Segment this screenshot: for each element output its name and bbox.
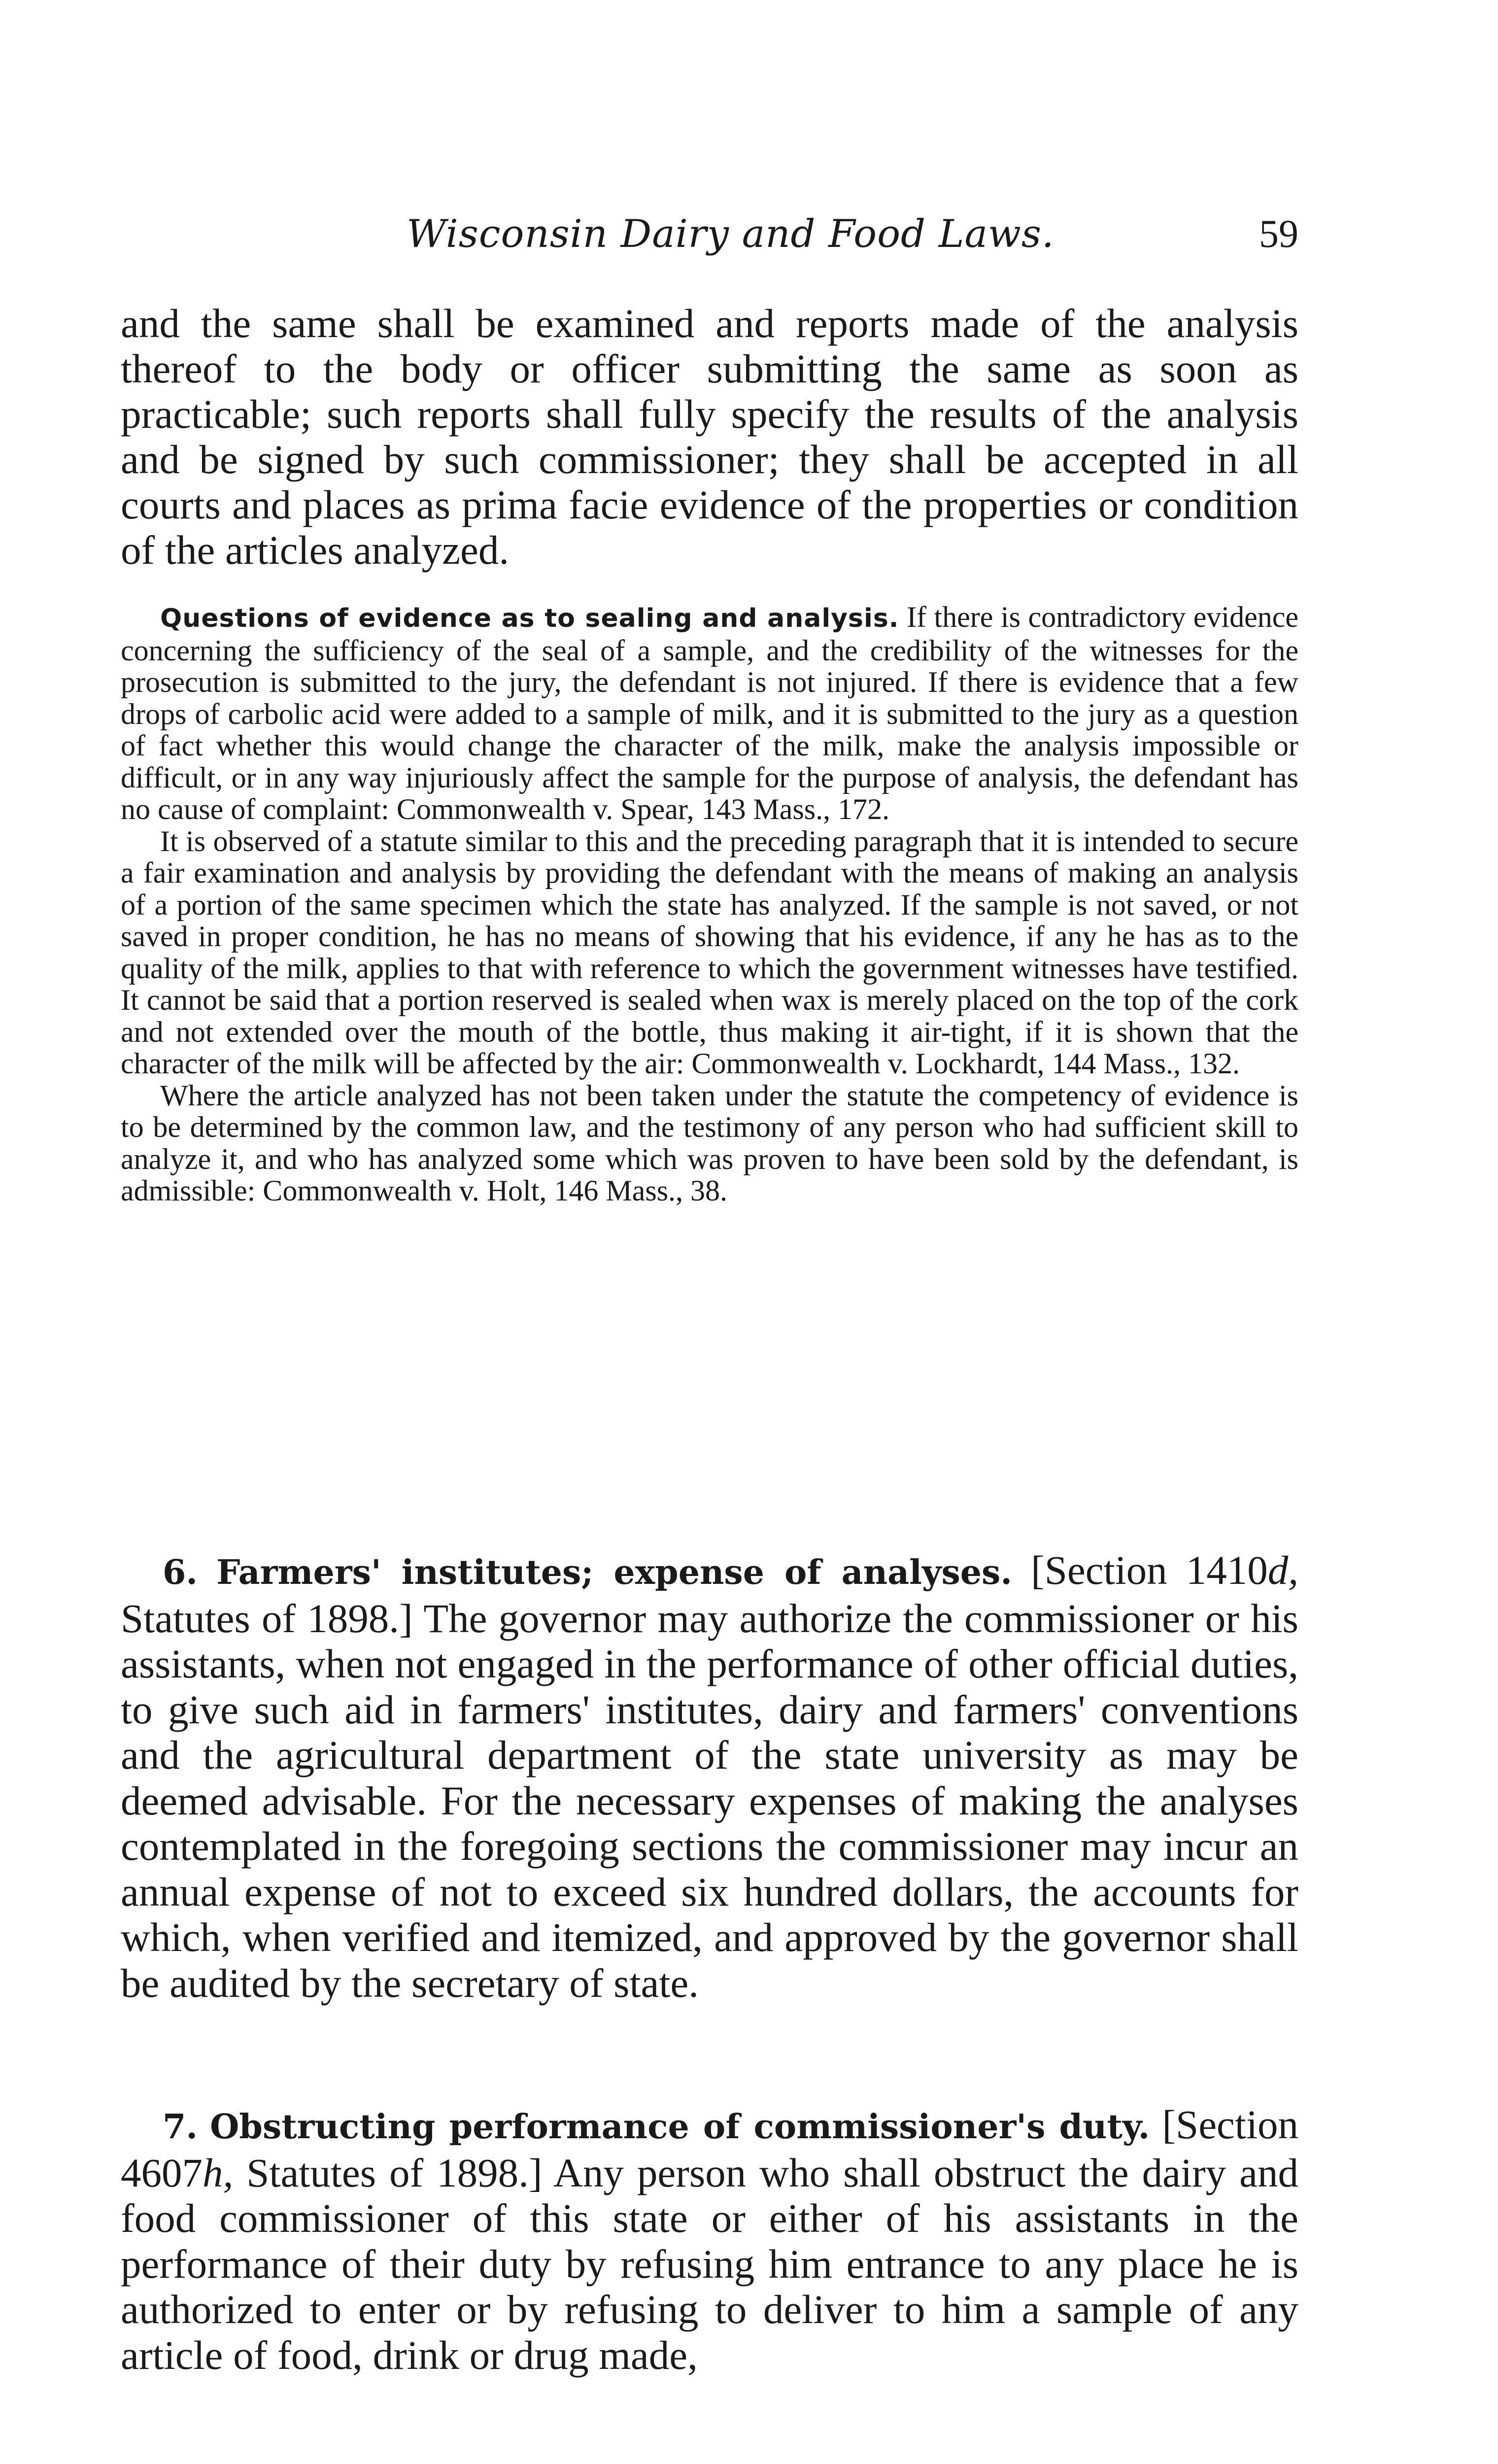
section-citation-letter: d, (1267, 1547, 1299, 1593)
annotation-text: If there is contradictory evidence concerning the sufficiency of the seal of a sample, and the credibility of the witnesses for the prosecution is submitted to the jury, the defendant is not injured. If there is evidence that a few drops of carbolic acid were added to a sample of milk, and it is submitted to the jury as a question of fact whether this would change the character of the milk, make the analysis impossible or difficult, or in any way injuriously affect the sample for the purpose of analysis, the defendant has no cause of complaint: Commonwealth v. Spear, 143 Mass., 172. (121, 601, 1298, 825)
section-number: 7. (163, 2107, 198, 2147)
section-6 (121, 1547, 1298, 2006)
annotation-paragraph (121, 601, 1298, 825)
section-text: Any person who shall obstruct the dairy and food commissioner of this state or either of his assistants in the performance of their duty by refusing him entrance to any place he is authorized to enter or by refusing to deliver to him a sample of any article of food, drink or drug made, (121, 2150, 1298, 2378)
page-number: 59 (1259, 212, 1298, 256)
running-title: Wisconsin Dairy and Food Laws. (407, 212, 1055, 256)
annotation-heading: Questions of evidence as to sealing and analysis. (160, 604, 899, 633)
section-title: Obstructing performance of commissioner's duty. (210, 2107, 1150, 2147)
annotations-block (121, 601, 1298, 1207)
section-citation-prefix: [Section 4607 (121, 2102, 1299, 2195)
section-citation-letter: h, (203, 2150, 234, 2195)
section-title: Farmers' institutes; expense of analyses. (216, 1553, 1012, 1592)
section-number: 6. (163, 1553, 198, 1592)
section-citation-prefix: [Section 1410 (1012, 1547, 1268, 1593)
section-citation-suffix: Statutes of 1898.] (233, 2150, 543, 2195)
opening-paragraph: and the same shall be examined and reports made of the analysis thereof to the body or officer submitting the same as soon as practicable; such reports shall fully specify the results of the analysis and be signed by such commissioner; they shall be accepted in all courts and places as prima facie evidence of the properties or condition of the articles analyzed. (121, 301, 1298, 573)
section-7 (121, 2102, 1298, 2378)
running-header (121, 212, 1298, 271)
annotation-paragraph: Where the article analyzed has not been taken under the statute the competency of evidence is to be determined by the common law, and the testimony of any person who had sufficient skill to analyze it, and who has analyzed some which was proven to have been sold by the defendant, is admissible: Commonwealth v. Holt, 146 Mass., 38. (121, 1079, 1298, 1207)
section-text: The governor may authorize the commissioner or his assistants, when not engaged in the performance of other official duties, to give such aid in farmers' institutes, dairy and farmers' conventions and the agricultural department of the state university as may be deemed advisable. For the necessary expenses of making the analyses contemplated in the foregoing sections the commissioner may incur an annual expense of not to exceed six hundred dollars, the accounts for which, when verified and itemized, and approved by the governor shall be audited by the secretary of state. (121, 1595, 1298, 2006)
section-citation-suffix: Statutes of 1898.] (121, 1595, 413, 1641)
annotation-paragraph: It is observed of a statute similar to this and the preceding paragraph that it is intended to secure a fair examination and analysis by providing the defendant with the means of making an analysis of a portion of the same specimen which the state has analyzed. If the sample is not saved, or not saved in proper condition, he has no means of showing that his evidence, if any he has as to the quality of the milk, applies to that with reference to which the government witnesses have testified. It cannot be said that a portion reserved is sealed when wax is merely placed on the top of the cork and not extended over the mouth of the bottle, thus making it air-tight, if it is shown that the character of the milk will be affected by the air: Commonwealth v. Lockhardt, 144 Mass., 132. (121, 824, 1298, 1080)
